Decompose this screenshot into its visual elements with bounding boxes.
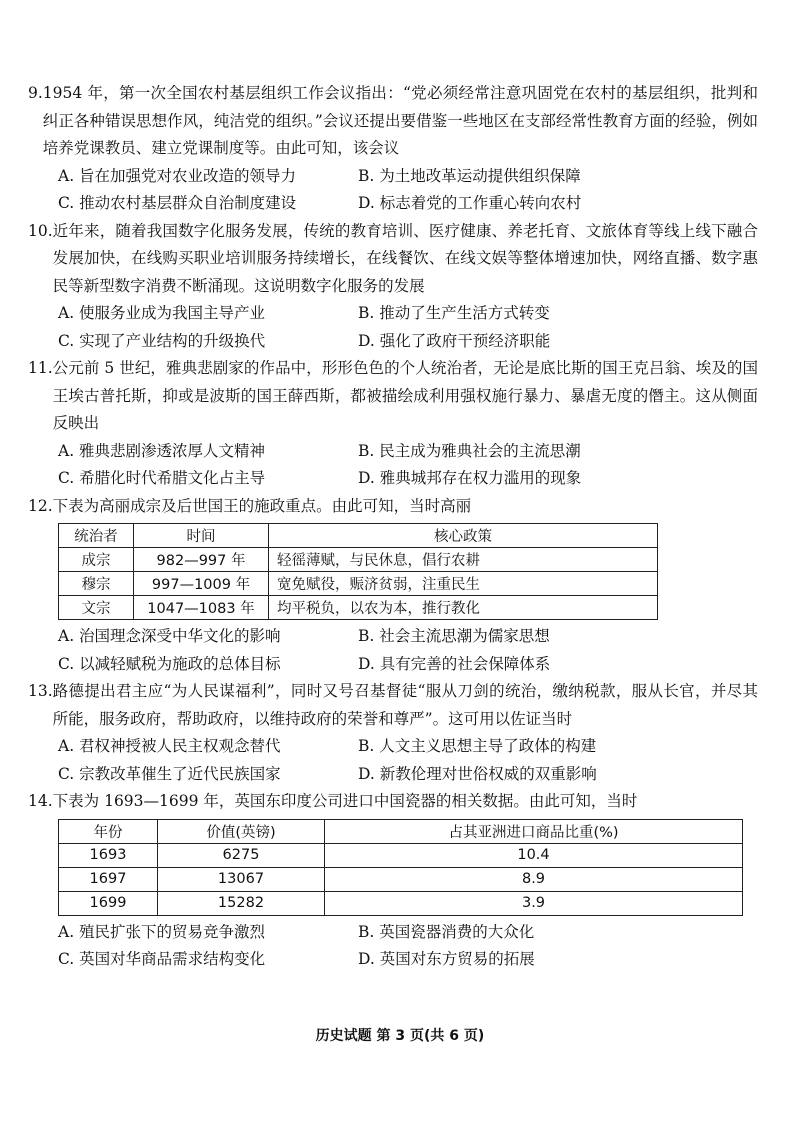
option-b: B. 人文主义思想主导了政体的构建 (358, 737, 597, 755)
table-cell: 8.9 (325, 867, 743, 891)
option-d: D. 新教伦理对世俗权威的双重影响 (358, 764, 597, 783)
table-header-row (59, 524, 658, 548)
question-number: 13. (28, 682, 53, 700)
options (28, 163, 758, 218)
exam-page (28, 80, 758, 974)
question-13 (28, 678, 758, 788)
question-number: 12. (28, 496, 53, 515)
table-row (59, 572, 658, 596)
table-cell: 穆宗 (59, 572, 134, 596)
question-number: 9. (28, 84, 43, 102)
options (28, 300, 758, 355)
table-header: 占其亚洲进口商品比重(%) (325, 819, 743, 843)
table-row (59, 548, 658, 572)
options (28, 733, 758, 788)
table-row (59, 867, 743, 891)
option-b: B. 英国瓷器消费的大众化 (358, 922, 535, 941)
question-stem: 公元前 5 世纪，雅典悲剧家的作品中，形形色色的个人统治者，无论是底比斯的国王克吕翁、埃及的国王埃古普托斯，抑或是波斯的国王薛西斯，都被描绘成利用强权施行暴力、暴虐无度的僭主。这从侧面反映出 (52, 359, 758, 432)
option-b: B. 为土地改革运动提供组织保障 (358, 166, 581, 185)
question-10 (28, 218, 758, 356)
question-stem: 下表为高丽成宗及后世国王的施政重点。由此可知，当时高丽 (52, 496, 472, 515)
table-cell: 6275 (158, 843, 325, 867)
option-d: D. 雅典城邦存在权力滥用的现象 (358, 469, 582, 487)
table-header: 时间 (134, 524, 269, 548)
table-cell: 1693 (59, 843, 158, 867)
table-header-row (59, 819, 743, 843)
question-stem: 下表为 1693—1699 年，英国东印度公司进口中国瓷器的相关数据。由此可知，当时 (52, 792, 638, 810)
table-cell: 997—1009 年 (134, 572, 269, 596)
question-number: 14. (28, 792, 53, 810)
page-footer: 历史试题 第 3 页(共 6 页) (315, 1028, 485, 1044)
table-cell: 13067 (158, 867, 325, 891)
options (28, 438, 758, 493)
option-d: D. 标志着党的工作重心转向农村 (358, 194, 582, 212)
option-c: C. 实现了产业结构的升级换代 (58, 331, 266, 350)
table-cell: 轻徭薄赋，与民休息，倡行农耕 (269, 548, 658, 572)
question-9 (28, 80, 758, 218)
table-cell: 3.9 (325, 891, 743, 915)
porcelain-import-table (58, 819, 743, 916)
question-14 (28, 788, 758, 974)
table-row (59, 843, 743, 867)
option-c: C. 以减轻赋税为施政的总体目标 (58, 654, 281, 673)
table-cell: 成宗 (59, 548, 134, 572)
goryeo-policy-table (58, 523, 658, 620)
options (28, 623, 758, 678)
question-11 (28, 355, 758, 493)
table-cell: 982—997 年 (134, 548, 269, 572)
option-a: A. 君权神授被人民主权观念替代 (58, 737, 281, 755)
table-header: 统治者 (59, 524, 134, 548)
table-row (59, 891, 743, 915)
option-b: B. 社会主流思潮为儒家思想 (358, 627, 550, 645)
question-number: 10. (28, 221, 53, 240)
table-cell: 宽免赋役，赈济贫弱，注重民生 (269, 572, 658, 596)
option-b: B. 民主成为雅典社会的主流思潮 (358, 441, 581, 460)
question-stem: 1954 年，第一次全国农村基层组织工作会议指出：“党必须经常注意巩固党在农村的基层组织，批判和纠正各种错误思想作风，纯洁党的组织。”会议还提出要借鉴一些地区在支部经常性教育方面的经验，例如培养党课教员、建立党课制度等。由此可知，该会议 (42, 84, 758, 157)
option-b: B. 推动了生产生活方式转变 (358, 304, 550, 322)
options (28, 919, 758, 974)
question-stem: 近年来，随着我国数字化服务发展，传统的教育培训、医疗健康、养老托育、文旅体育等线上线下融合发展加快，在线购买职业培训服务持续增长，在线餐饮、在线文娱等整体增速加快，网络直播、数字惠民等新型数字消费不断涌现。这说明数字化服务的发展 (52, 221, 758, 295)
option-d: D. 英国对东方贸易的拓展 (358, 950, 535, 968)
table-row (59, 596, 658, 620)
table-cell: 1047—1083 年 (134, 596, 269, 620)
table-cell: 10.4 (325, 843, 743, 867)
table-cell: 1697 (59, 867, 158, 891)
table-cell: 15282 (158, 891, 325, 915)
question-stem: 路德提出君主应“为人民谋福利”，同时又号召基督徒“服从刀剑的统治，缴纳税款，服从长官，并尽其所能，服务政府，帮助政府，以维持政府的荣誉和尊严”。这可用以佐证当时 (52, 682, 758, 728)
table-cell: 文宗 (59, 596, 134, 620)
option-a: A. 殖民扩张下的贸易竞争激烈 (58, 922, 266, 941)
option-a: A. 旨在加强党对农业改造的领导力 (58, 166, 297, 185)
option-a: A. 使服务业成为我国主导产业 (58, 304, 266, 322)
question-12 (28, 493, 758, 679)
question-number: 11. (28, 359, 53, 377)
option-c: C. 宗教改革催生了近代民族国家 (58, 764, 281, 783)
option-c: C. 希腊化时代希腊文化占主导 (58, 469, 266, 487)
option-c: C. 英国对华商品需求结构变化 (58, 950, 266, 968)
option-a: A. 雅典悲剧渗透浓厚人文精神 (58, 441, 266, 460)
option-d: D. 具有完善的社会保障体系 (358, 654, 551, 673)
option-a: A. 治国理念深受中华文化的影响 (58, 627, 281, 645)
table-header: 年份 (59, 819, 158, 843)
table-cell: 1699 (59, 891, 158, 915)
option-c: C. 推动农村基层群众自治制度建设 (58, 194, 297, 212)
table-cell: 均平税负，以农为本，推行教化 (269, 596, 658, 620)
table-header: 价值(英镑) (158, 819, 325, 843)
table-header: 核心政策 (269, 524, 658, 548)
option-d: D. 强化了政府干预经济职能 (358, 331, 551, 350)
